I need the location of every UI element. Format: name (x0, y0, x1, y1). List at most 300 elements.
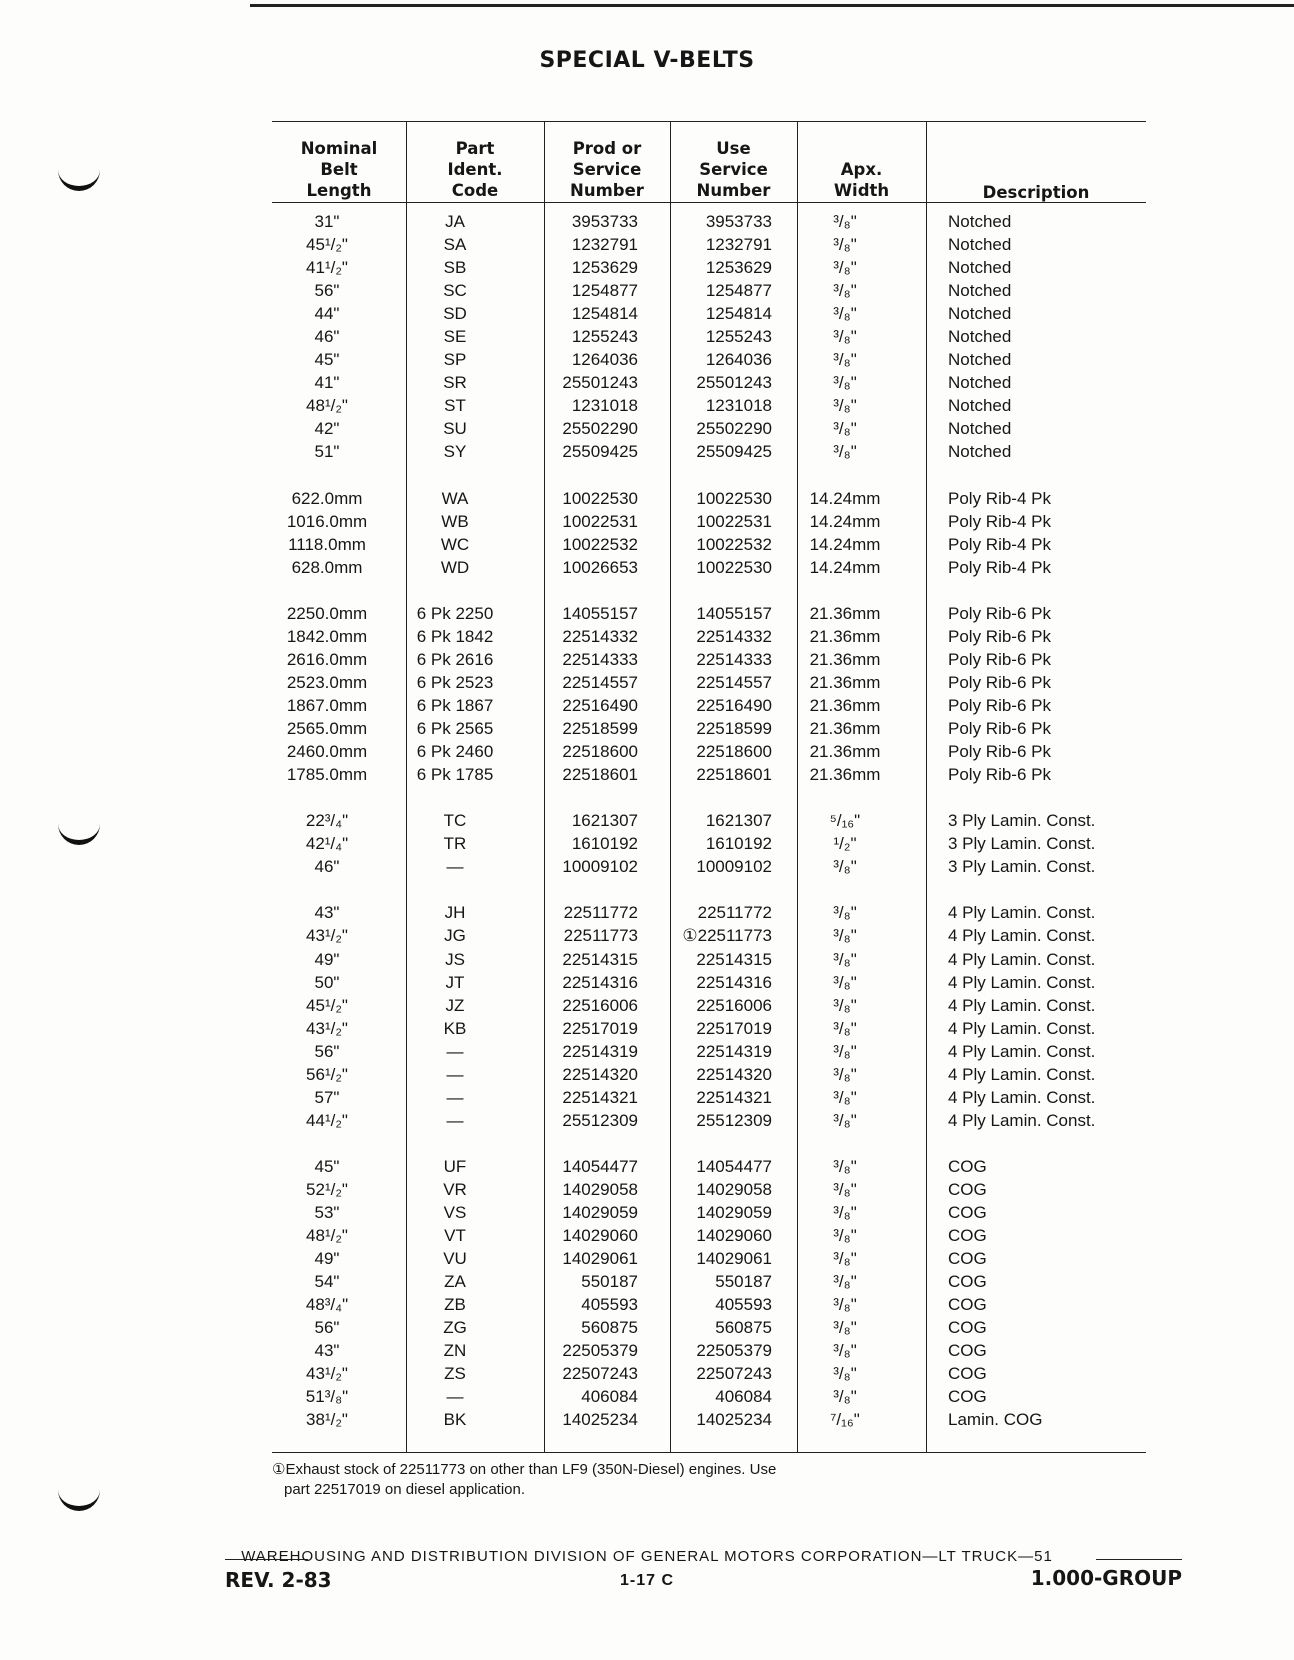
nominal-length-cell: 56¹/₂" (306, 1064, 348, 1084)
prod-number-cell: 14029061 (562, 1249, 638, 1269)
nominal-length-cell: 46" (314, 327, 340, 347)
nominal-length-cell: 1785.0mm (286, 765, 368, 785)
nominal-length-cell: 48¹/₂" (306, 1226, 348, 1246)
nominal-length-cell: 628.0mm (291, 557, 363, 577)
page-title: SPECIAL V-BELTS (539, 48, 755, 73)
prod-number-cell: 22517019 (562, 1018, 638, 1038)
prod-number-cell: 22514321 (562, 1087, 638, 1107)
prod-number-cell: 14029058 (562, 1179, 638, 1199)
width-cell: ³/₈" (833, 1179, 857, 1199)
description-cell: Lamin. COG (948, 1410, 1043, 1430)
table-row (272, 1362, 1146, 1385)
description-cell: COG (948, 1341, 987, 1361)
use-number-cell: 1255243 (705, 327, 772, 347)
prod-number-cell: 14025234 (562, 1410, 638, 1430)
table-row (272, 971, 1146, 994)
table-row (272, 394, 1146, 417)
prod-number-cell: 3953733 (571, 212, 638, 231)
nominal-length-cell: 49" (314, 1249, 340, 1269)
nominal-length-cell: 46" (314, 857, 340, 877)
width-cell: ³/₈" (833, 442, 857, 462)
part-code-cell: KB (443, 1018, 467, 1038)
table-row (272, 740, 1146, 763)
use-number-cell: 1264036 (705, 350, 772, 370)
part-code-cell: SC (443, 281, 467, 301)
nominal-length-cell: 53" (314, 1203, 340, 1223)
nominal-length-cell: 45¹/₂" (306, 235, 348, 255)
prod-number-cell: 1231018 (571, 396, 638, 416)
nominal-length-cell: 56" (314, 1318, 340, 1338)
part-code-cell: SP (443, 350, 467, 370)
nominal-length-cell: 43¹/₂" (306, 926, 348, 946)
description-cell: 3 Ply Lamin. Const. (948, 811, 1096, 831)
width-cell: ³/₈" (833, 1087, 857, 1107)
use-number-cell: 1621307 (705, 811, 772, 831)
description-cell: 4 Ply Lamin. Const. (948, 949, 1096, 969)
width-cell: ³/₈" (833, 1110, 857, 1130)
nominal-length-cell: 45" (314, 350, 340, 370)
table-row (272, 1201, 1146, 1224)
use-number-cell: 14029059 (696, 1203, 772, 1223)
table-row (272, 1316, 1146, 1339)
width-cell: ³/₈" (833, 350, 857, 370)
nominal-length-cell: 42¹/₄" (305, 834, 349, 854)
description-cell: Poly Rib-4 Pk (948, 488, 1051, 508)
description-cell: 4 Ply Lamin. Const. (948, 926, 1096, 946)
table-row (272, 1155, 1146, 1178)
group-label: 1.000-GROUP (1030, 1566, 1182, 1590)
prod-number-cell: 22516490 (562, 695, 638, 715)
use-number-cell: 10022531 (696, 511, 772, 531)
width-cell: ³/₈" (833, 1203, 857, 1223)
nominal-length-cell: 41" (314, 373, 340, 393)
table-row (272, 855, 1146, 878)
nominal-length-cell: 48³/₄" (305, 1295, 349, 1315)
description-cell: COG (948, 1249, 987, 1269)
description-cell: COG (948, 1156, 987, 1176)
width-cell: 14.24mm (809, 557, 881, 577)
part-code-cell: UF (443, 1156, 467, 1176)
nominal-length-cell: 49" (314, 949, 340, 969)
use-number-cell: 22518600 (696, 742, 772, 762)
group-spacer (272, 786, 1146, 809)
use-number-cell: 14029058 (696, 1179, 772, 1199)
table-row (272, 1293, 1146, 1316)
group-spacer (272, 878, 1146, 901)
table-row (272, 1086, 1146, 1109)
description-cell: Notched (948, 281, 1012, 301)
header-description: Description (982, 183, 1090, 202)
description-cell: Poly Rib-4 Pk (948, 534, 1051, 554)
prod-number-cell: 25512309 (562, 1110, 638, 1130)
width-cell: ³/₈" (833, 1226, 857, 1246)
width-cell: ⁷/₁₆" (830, 1410, 860, 1430)
table-row (272, 556, 1146, 579)
part-code-cell: 6 Pk 2616 (416, 649, 494, 669)
nominal-length-cell: 2616.0mm (286, 649, 368, 669)
prod-number-cell: 22514333 (562, 649, 638, 669)
table-row (272, 1408, 1146, 1431)
width-cell: 21.36mm (809, 742, 881, 762)
use-number-cell: 10022532 (696, 534, 772, 554)
use-number-cell: 25512309 (696, 1110, 772, 1130)
use-number-cell: 560875 (715, 1318, 772, 1338)
nominal-length-cell: 43" (314, 1341, 340, 1361)
part-code-cell: SY (443, 442, 467, 462)
header-apx-width: Apx. Width (833, 160, 890, 200)
width-cell: ³/₈" (833, 926, 857, 946)
description-cell: Poly Rib-6 Pk (948, 603, 1051, 623)
table-row (272, 487, 1146, 510)
nominal-length-cell: 1867.0mm (286, 695, 368, 715)
prod-number-cell: 14029060 (562, 1226, 638, 1246)
width-cell: 21.36mm (809, 695, 881, 715)
description-cell: Poly Rib-6 Pk (948, 765, 1051, 785)
prod-number-cell: 22514557 (562, 672, 638, 692)
binder-hole-mark (58, 168, 100, 191)
part-code-cell: — (446, 1064, 464, 1084)
use-number-cell: 22505379 (696, 1341, 772, 1361)
use-number-cell: 22511772 (697, 903, 772, 923)
prod-number-cell: 22514319 (562, 1041, 638, 1061)
table-row (272, 233, 1146, 256)
table-row (272, 763, 1146, 786)
use-number-cell: 14054477 (696, 1156, 772, 1176)
prod-number-cell: 1254814 (571, 304, 638, 324)
description-cell: 3 Ply Lamin. Const. (948, 857, 1096, 877)
width-cell: 14.24mm (809, 488, 881, 508)
nominal-length-cell: 57" (314, 1087, 340, 1107)
width-cell: ³/₈" (833, 1364, 857, 1384)
width-cell: ³/₈" (833, 373, 857, 393)
nominal-length-cell: 54" (314, 1272, 340, 1292)
nominal-length-cell: 2565.0mm (286, 719, 368, 739)
width-cell: ³/₈" (833, 1041, 857, 1061)
part-code-cell: VS (443, 1203, 467, 1223)
table-row (272, 1385, 1146, 1408)
description-cell: Poly Rib-6 Pk (948, 742, 1051, 762)
nominal-length-cell: 45¹/₂" (306, 995, 348, 1015)
part-code-cell: TR (443, 834, 467, 854)
use-number-cell: 10022530 (696, 488, 772, 508)
width-cell: 14.24mm (809, 511, 881, 531)
width-cell: ³/₈" (833, 857, 857, 877)
use-number-cell: 22514319 (696, 1041, 772, 1061)
table-row (272, 625, 1146, 648)
table-row (272, 256, 1146, 279)
part-code-cell: — (446, 1110, 464, 1130)
part-code-cell: JS (445, 949, 465, 969)
use-number-cell: 14055157 (696, 603, 772, 623)
description-cell: COG (948, 1272, 987, 1292)
description-cell: Notched (948, 442, 1012, 462)
use-number-cell: 1231018 (705, 396, 772, 416)
part-code-cell: 6 Pk 1785 (416, 765, 494, 785)
width-cell: ¹/₂" (833, 834, 857, 854)
prod-number-cell: 1254877 (571, 281, 638, 301)
prod-number-cell: 22514320 (562, 1064, 638, 1084)
width-cell: ³/₈" (833, 949, 857, 969)
binder-hole-mark (58, 822, 100, 845)
use-number-cell: 22514332 (696, 626, 772, 646)
part-code-cell: JT (445, 972, 465, 992)
footnote-line: part 22517019 on diesel application. (284, 1481, 526, 1498)
part-code-cell: — (446, 857, 464, 877)
binder-hole-mark (58, 1488, 100, 1511)
description-cell: Notched (948, 235, 1012, 255)
use-number-cell: 550187 (715, 1272, 772, 1292)
part-code-cell: ZG (443, 1318, 467, 1338)
use-number-cell: 14025234 (696, 1410, 772, 1430)
table-body (272, 210, 1146, 1431)
description-cell: COG (948, 1318, 987, 1338)
prod-number-cell: 14055157 (562, 603, 638, 623)
nominal-length-cell: 2250.0mm (286, 603, 368, 623)
table-row (272, 924, 1146, 947)
use-number-cell: 406084 (715, 1387, 772, 1407)
part-code-cell: WC (440, 534, 470, 554)
use-number-cell: 22514315 (696, 949, 772, 969)
prod-number-cell: 22516006 (562, 995, 638, 1015)
prod-number-cell: 550187 (581, 1272, 638, 1292)
prod-number-cell: 1232791 (571, 235, 638, 255)
group-spacer (272, 464, 1146, 487)
description-cell: 4 Ply Lamin. Const. (948, 1018, 1096, 1038)
use-number-cell: 1232791 (705, 235, 772, 255)
description-cell: 4 Ply Lamin. Const. (948, 1064, 1096, 1084)
footer-division-text: WAREHOUSING AND DISTRIBUTION DIVISION OF GENERAL MOTORS CORPORATION—LT TRUCK—51 (241, 1548, 1053, 1565)
use-number-cell: 22514316 (696, 972, 772, 992)
description-cell: Poly Rib-6 Pk (948, 649, 1051, 669)
part-code-cell: 6 Pk 2565 (416, 719, 494, 739)
table-row (272, 279, 1146, 302)
prod-number-cell: 22518601 (562, 765, 638, 785)
description-cell: Notched (948, 304, 1012, 324)
width-cell: ³/₈" (833, 396, 857, 416)
width-cell: ³/₈" (833, 419, 857, 439)
part-code-cell: JG (444, 926, 466, 946)
part-code-cell: JZ (445, 995, 465, 1015)
width-cell: ⁵/₁₆" (829, 811, 861, 831)
use-number-cell: 1254814 (705, 304, 772, 324)
nominal-length-cell: 48¹/₂" (306, 396, 348, 416)
part-code-cell: JA (445, 212, 465, 231)
description-cell: Poly Rib-6 Pk (948, 672, 1051, 692)
table-row (272, 994, 1146, 1017)
width-cell: 21.36mm (809, 719, 881, 739)
prod-number-cell: 25509425 (562, 442, 638, 462)
nominal-length-cell: 50" (314, 972, 340, 992)
table-row (272, 1063, 1146, 1086)
description-cell: 4 Ply Lamin. Const. (948, 1087, 1096, 1107)
width-cell: ³/₈" (833, 1295, 857, 1315)
table-row (272, 671, 1146, 694)
header-part-ident-code: Part Ident. Code (447, 139, 503, 200)
nominal-length-cell: 1016.0mm (286, 511, 368, 531)
description-cell: Notched (948, 350, 1012, 370)
description-cell: COG (948, 1387, 987, 1407)
nominal-length-cell: 56" (314, 281, 340, 301)
use-number-cell: 22517019 (696, 1018, 772, 1038)
description-cell: COG (948, 1226, 987, 1246)
part-code-cell: — (446, 1041, 464, 1061)
nominal-length-cell: 2460.0mm (286, 742, 368, 762)
use-number-cell: 405593 (715, 1295, 772, 1315)
nominal-length-cell: 41¹/₂" (306, 258, 348, 278)
revision-label: REV. 2-83 (225, 1568, 332, 1592)
width-cell: ³/₈" (833, 1018, 857, 1038)
part-code-cell: TC (443, 811, 467, 831)
table-row (272, 1247, 1146, 1270)
use-number-cell: ①22511773 (682, 926, 772, 946)
use-number-cell: 22514321 (696, 1087, 772, 1107)
description-cell: Notched (948, 396, 1012, 416)
part-code-cell: SB (443, 258, 467, 278)
width-cell: ³/₈" (833, 212, 857, 231)
v-belt-table (272, 121, 1146, 1453)
nominal-length-cell: 1118.0mm (288, 534, 366, 554)
nominal-length-cell: 44" (314, 304, 340, 324)
table-row (272, 901, 1146, 924)
width-cell: 21.36mm (809, 626, 881, 646)
table-row (272, 1017, 1146, 1040)
description-cell: COG (948, 1203, 987, 1223)
part-code-cell: 6 Pk 2250 (416, 603, 494, 623)
use-number-cell: 22507243 (696, 1364, 772, 1384)
table-row (272, 533, 1146, 556)
width-cell: ³/₈" (833, 1064, 857, 1084)
description-cell: Notched (948, 212, 1012, 231)
use-number-cell: 22518601 (696, 765, 772, 785)
use-number-cell: 1254877 (705, 281, 772, 301)
prod-number-cell: 1621307 (571, 811, 638, 831)
page-number: 1-17 C (619, 1572, 675, 1589)
table-row (272, 210, 1146, 233)
part-code-cell: WA (441, 488, 469, 508)
description-cell: Poly Rib-6 Pk (948, 695, 1051, 715)
width-cell: ³/₈" (833, 281, 857, 301)
prod-number-cell: 22518600 (562, 742, 638, 762)
nominal-length-cell: 51" (314, 442, 340, 462)
description-cell: Notched (948, 327, 1012, 347)
nominal-length-cell: 43" (314, 903, 340, 923)
width-cell: ³/₈" (833, 1318, 857, 1338)
part-code-cell: WD (440, 557, 470, 577)
prod-number-cell: 10022532 (562, 534, 638, 554)
table-row (272, 1178, 1146, 1201)
table-row (272, 348, 1146, 371)
table-row (272, 417, 1146, 440)
prod-number-cell: 406084 (581, 1387, 638, 1407)
part-code-cell: ST (444, 396, 466, 416)
table-row (272, 510, 1146, 533)
table-row (272, 948, 1146, 971)
nominal-length-cell: 2523.0mm (286, 672, 368, 692)
use-number-cell: 22518599 (696, 719, 772, 739)
description-cell: COG (948, 1364, 987, 1384)
prod-number-cell: 14029059 (562, 1203, 638, 1223)
header-prod-service-number: Prod or Service Number (570, 139, 644, 200)
prod-number-cell: 10022531 (562, 511, 638, 531)
part-code-cell: VR (443, 1179, 467, 1199)
part-code-cell: — (446, 1387, 464, 1407)
part-code-cell: JH (444, 903, 466, 923)
prod-number-cell: 22505379 (562, 1341, 638, 1361)
use-number-cell: 25502290 (696, 419, 772, 439)
part-code-cell: ZN (443, 1341, 467, 1361)
nominal-length-cell: 22³/₄" (305, 811, 349, 831)
part-code-cell: VU (443, 1249, 467, 1269)
table-row (272, 1224, 1146, 1247)
description-cell: 4 Ply Lamin. Const. (948, 1041, 1096, 1061)
header-use-service-number: Use Service Number (696, 139, 771, 200)
nominal-length-cell: 1842.0mm (286, 626, 368, 646)
use-number-cell: 10009102 (696, 857, 772, 877)
description-cell: 4 Ply Lamin. Const. (948, 903, 1096, 923)
part-code-cell: 6 Pk 1842 (416, 626, 494, 646)
part-code-cell: SA (443, 235, 467, 255)
prod-number-cell: 405593 (581, 1295, 638, 1315)
part-code-cell: BK (443, 1410, 467, 1430)
nominal-length-cell: 56" (314, 1041, 340, 1061)
description-cell: 4 Ply Lamin. Const. (948, 1110, 1096, 1130)
width-cell: ³/₈" (833, 1341, 857, 1361)
width-cell: ³/₈" (833, 1272, 857, 1292)
part-code-cell: — (446, 1087, 464, 1107)
width-cell: ³/₈" (833, 972, 857, 992)
prod-number-cell: 22507243 (562, 1364, 638, 1384)
table-row (272, 302, 1146, 325)
description-cell: Notched (948, 419, 1012, 439)
table-row (272, 717, 1146, 740)
part-code-cell: 6 Pk 2460 (416, 742, 494, 762)
table-row (272, 832, 1146, 855)
description-cell: Poly Rib-6 Pk (948, 626, 1051, 646)
table-row (272, 371, 1146, 394)
description-cell: Notched (948, 373, 1012, 393)
table-row (272, 1270, 1146, 1293)
part-code-cell: VT (444, 1226, 466, 1246)
width-cell: ³/₈" (833, 995, 857, 1015)
table-row (272, 602, 1146, 625)
description-cell: 3 Ply Lamin. Const. (948, 834, 1096, 854)
use-number-cell: 22514557 (696, 672, 772, 692)
nominal-length-cell: 622.0mm (291, 488, 363, 508)
width-cell: 21.36mm (809, 765, 881, 785)
prod-number-cell: 10026653 (562, 557, 638, 577)
prod-number-cell: 22514315 (562, 949, 638, 969)
prod-number-cell: 22511773 (563, 926, 638, 946)
table-row (272, 694, 1146, 717)
part-code-cell: SU (443, 419, 467, 439)
nominal-length-cell: 45" (314, 1156, 340, 1176)
part-code-cell: SR (443, 373, 467, 393)
use-number-cell: 25501243 (696, 373, 772, 393)
prod-number-cell: 22514316 (562, 972, 638, 992)
use-number-cell: 22514333 (696, 649, 772, 669)
description-cell: Notched (948, 258, 1012, 278)
width-cell: ³/₈" (833, 1156, 857, 1176)
top-rule (250, 4, 1294, 7)
nominal-length-cell: 38¹/₂" (306, 1410, 348, 1430)
prod-number-cell: 25501243 (562, 373, 638, 393)
width-cell: ³/₈" (833, 258, 857, 278)
use-number-cell: 22516006 (696, 995, 772, 1015)
prod-number-cell: 560875 (581, 1318, 638, 1338)
prod-number-cell: 10022530 (562, 488, 638, 508)
description-cell: Poly Rib-4 Pk (948, 511, 1051, 531)
table-row (272, 325, 1146, 348)
